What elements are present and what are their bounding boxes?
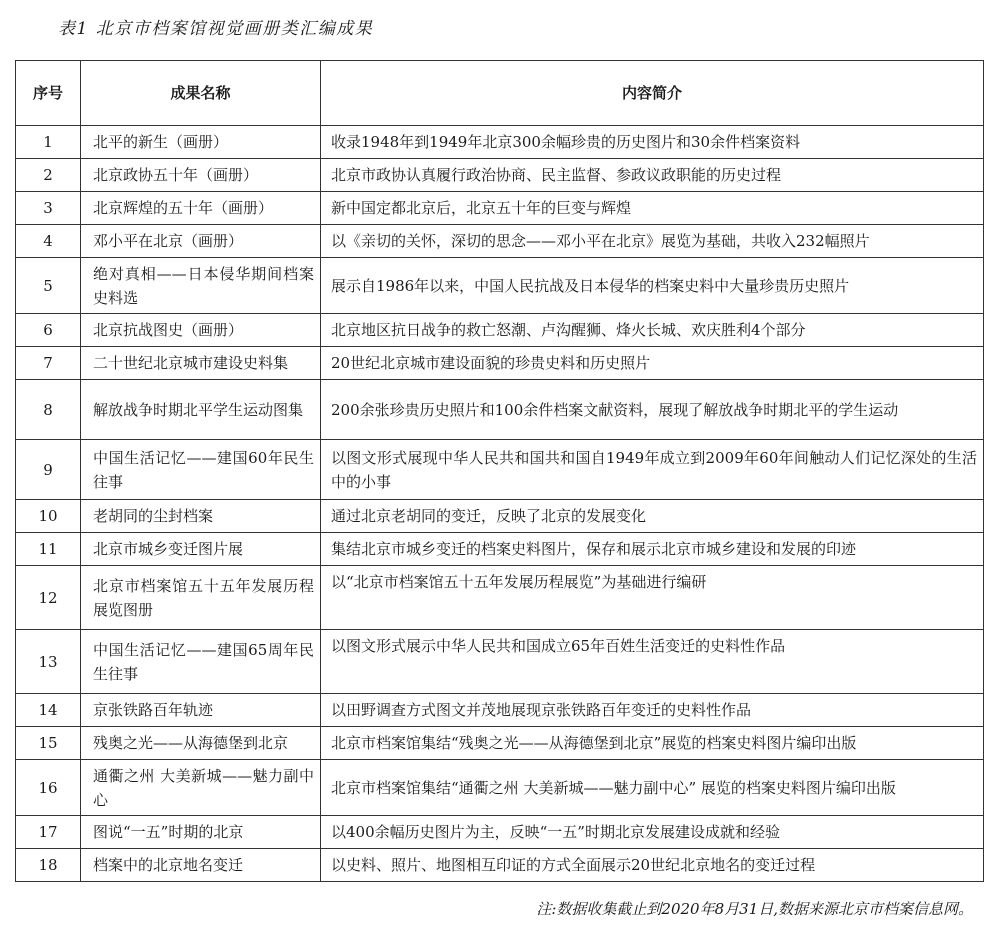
- table-header-row: [16, 61, 984, 126]
- table-row: [16, 314, 984, 347]
- row-name: 绝对真相——日本侵华期间档案史料选: [81, 258, 321, 314]
- table-row: [16, 630, 984, 694]
- table-row: [16, 192, 984, 225]
- row-name: 邓小平在北京（画册）: [81, 225, 321, 258]
- table-row: [16, 849, 984, 882]
- row-num: 2: [16, 159, 81, 192]
- row-desc: 以《亲切的关怀，深切的思念——邓小平在北京》展览为基础，共收入232幅照片: [321, 225, 984, 258]
- row-num: 11: [16, 533, 81, 566]
- results-table: [15, 60, 984, 882]
- row-name: 档案中的北京地名变迁: [81, 849, 321, 882]
- row-desc: 以史料、照片、地图相互印证的方式全面展示20世纪北京地名的变迁过程: [321, 849, 984, 882]
- table-row: [16, 500, 984, 533]
- table-row: [16, 566, 984, 630]
- row-name: 京张铁路百年轨迹: [81, 694, 321, 727]
- row-desc: 展示自1986年以来，中国人民抗战及日本侵华的档案史料中大量珍贵历史照片: [321, 258, 984, 314]
- row-desc: 20世纪北京城市建设面貌的珍贵史料和历史照片: [321, 347, 984, 380]
- row-name: 图说“一五”时期的北京: [81, 816, 321, 849]
- table-row: [16, 440, 984, 500]
- table-row: [16, 126, 984, 159]
- table-row: [16, 380, 984, 440]
- row-desc: 以“北京市档案馆五十五年发展历程展览”为基础进行编研: [321, 566, 984, 630]
- row-desc: 收录1948年到1949年北京300余幅珍贵的历史图片和30余件档案资料: [321, 126, 984, 159]
- row-name: 残奥之光——从海德堡到北京: [81, 727, 321, 760]
- row-desc: 北京市档案馆集结“残奥之光——从海德堡到北京”展览的档案史料图片编印出版: [321, 727, 984, 760]
- row-num: 9: [16, 440, 81, 500]
- row-num: 5: [16, 258, 81, 314]
- header-name: 成果名称: [81, 61, 321, 126]
- row-desc: 200余张珍贵历史照片和100余件档案文献资料，展现了解放战争时期北平的学生运动: [321, 380, 984, 440]
- row-num: 10: [16, 500, 81, 533]
- table-row: [16, 816, 984, 849]
- row-name: 通衢之州 大美新城——魅力副中心: [81, 760, 321, 816]
- row-desc: 以田野调查方式图文并茂地展现京张铁路百年变迁的史料性作品: [321, 694, 984, 727]
- row-num: 18: [16, 849, 81, 882]
- table-row: [16, 225, 984, 258]
- row-desc: 以400余幅历史图片为主，反映“一五”时期北京发展建设成就和经验: [321, 816, 984, 849]
- row-name: 北京抗战图史（画册）: [81, 314, 321, 347]
- row-num: 6: [16, 314, 81, 347]
- table-row: [16, 760, 984, 816]
- row-name: 中国生活记忆——建国60年民生往事: [81, 440, 321, 500]
- table-row: [16, 258, 984, 314]
- row-num: 4: [16, 225, 81, 258]
- row-num: 12: [16, 566, 81, 630]
- table-row: [16, 347, 984, 380]
- row-num: 13: [16, 630, 81, 694]
- row-desc: 北京地区抗日战争的救亡怒潮、卢沟醒狮、烽火长城、欢庆胜利4个部分: [321, 314, 984, 347]
- table-caption: 表1 北京市档案馆视觉画册类汇编成果: [58, 19, 374, 39]
- row-num: 14: [16, 694, 81, 727]
- row-name: 北京政协五十年（画册）: [81, 159, 321, 192]
- row-num: 17: [16, 816, 81, 849]
- table-row: [16, 694, 984, 727]
- table-row: [16, 727, 984, 760]
- row-desc: 以图文形式展示中华人民共和国成立65年百姓生活变迁的史料性作品: [321, 630, 984, 694]
- row-name: 北京市档案馆五十五年发展历程展览图册: [81, 566, 321, 630]
- row-name: 北京辉煌的五十年（画册）: [81, 192, 321, 225]
- row-num: 3: [16, 192, 81, 225]
- row-name: 北平的新生（画册）: [81, 126, 321, 159]
- row-name: 北京市城乡变迁图片展: [81, 533, 321, 566]
- row-desc: 北京市档案馆集结“通衢之州 大美新城——魅力副中心” 展览的档案史料图片编印出版: [321, 760, 984, 816]
- row-num: 15: [16, 727, 81, 760]
- row-desc: 北京市政协认真履行政治协商、民主监督、参政议政职能的历史过程: [321, 159, 984, 192]
- table-footnote: 注:数据收集截止到2020年8月31日,数据来源北京市档案信息网。: [536, 900, 973, 918]
- row-name: 解放战争时期北平学生运动图集: [81, 380, 321, 440]
- row-desc: 新中国定都北京后，北京五十年的巨变与辉煌: [321, 192, 984, 225]
- row-desc: 通过北京老胡同的变迁，反映了北京的发展变化: [321, 500, 984, 533]
- row-num: 1: [16, 126, 81, 159]
- table-row: [16, 533, 984, 566]
- row-name: 二十世纪北京城市建设史料集: [81, 347, 321, 380]
- row-desc: 以图文形式展现中华人民共和国共和国自1949年成立到2009年60年间触动人们记忆深处的生活中的小事: [321, 440, 984, 500]
- row-num: 16: [16, 760, 81, 816]
- row-name: 中国生活记忆——建国65周年民生往事: [81, 630, 321, 694]
- row-num: 8: [16, 380, 81, 440]
- table-row: [16, 159, 984, 192]
- header-desc: 内容简介: [321, 61, 984, 126]
- row-num: 7: [16, 347, 81, 380]
- header-num: 序号: [16, 61, 81, 126]
- row-desc: 集结北京市城乡变迁的档案史料图片，保存和展示北京市城乡建设和发展的印迹: [321, 533, 984, 566]
- row-name: 老胡同的尘封档案: [81, 500, 321, 533]
